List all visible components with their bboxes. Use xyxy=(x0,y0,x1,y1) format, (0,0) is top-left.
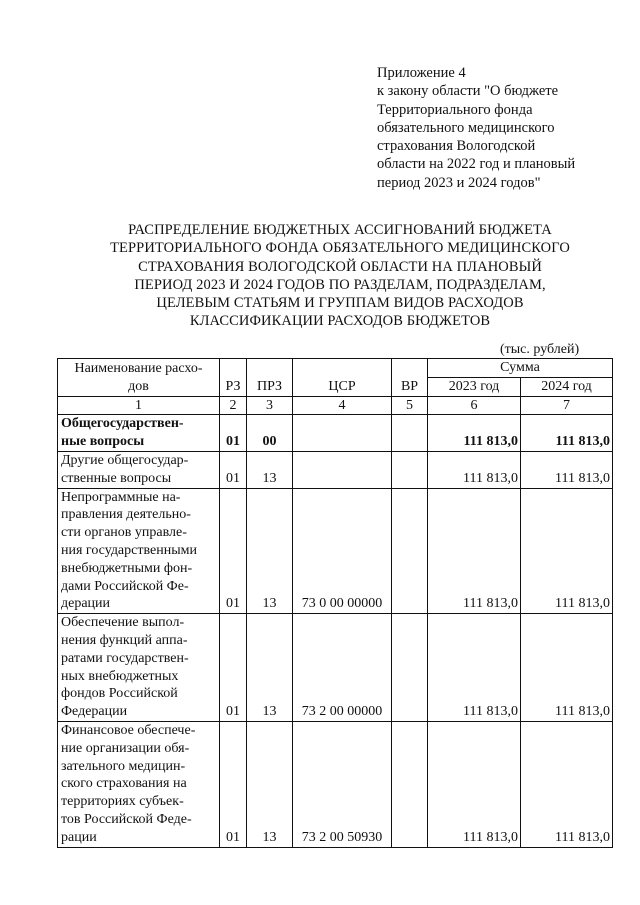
column-number: 4 xyxy=(293,396,392,415)
row-name: Другие общегосудар- ственные вопросы xyxy=(58,451,220,488)
title-line: ЦЕЛЕВЫМ СТАТЬЯМ И ГРУППАМ ВИДОВ РАСХОДОВ xyxy=(156,295,524,312)
row-sum-2023: 111 813,0 xyxy=(428,488,521,614)
row-sum-2024: 111 813,0 xyxy=(521,614,613,722)
row-vr xyxy=(392,451,428,488)
column-number: 2 xyxy=(220,396,247,415)
title-line: ТЕРРИТОРИАЛЬНОГО ФОНДА ОБЯЗАТЕЛЬНОГО МЕДИЦИНСКОГО xyxy=(110,240,570,257)
appendix-note xyxy=(377,64,607,192)
row-csr: 73 0 00 00000 xyxy=(293,488,392,614)
column-number: 6 xyxy=(428,396,521,415)
row-vr xyxy=(392,488,428,614)
table-row xyxy=(58,488,613,614)
row-vr xyxy=(392,614,428,722)
column-number: 3 xyxy=(247,396,293,415)
title-line: ПЕРИОД 2023 И 2024 ГОДОВ ПО РАЗДЕЛАМ, ПОДРАЗДЕЛАМ, xyxy=(134,276,546,293)
row-vr xyxy=(392,415,428,452)
row-rz: 01 xyxy=(220,451,247,488)
header-row xyxy=(58,359,613,378)
row-prz: 13 xyxy=(247,451,293,488)
column-number: 5 xyxy=(392,396,428,415)
header-2023: 2023 год xyxy=(428,377,521,396)
row-csr xyxy=(293,415,392,452)
header-sum: Сумма xyxy=(428,359,613,378)
column-number: 7 xyxy=(521,396,613,415)
row-sum-2023: 111 813,0 xyxy=(428,721,521,847)
header-name: Наименование расхо- дов xyxy=(58,359,220,397)
row-rz: 01 xyxy=(220,614,247,722)
units-label: (тыс. рублей) xyxy=(500,342,580,357)
header-2024: 2024 год xyxy=(521,377,613,396)
row-sum-2023: 111 813,0 xyxy=(428,614,521,722)
row-csr: 73 2 00 00000 xyxy=(293,614,392,722)
row-vr xyxy=(392,721,428,847)
row-prz: 13 xyxy=(247,488,293,614)
appendix-line: Приложение 4 xyxy=(377,65,466,81)
appendix-line: период 2023 и 2024 годов" xyxy=(377,174,541,191)
row-rz: 01 xyxy=(220,488,247,614)
header-vr: ВР xyxy=(392,359,428,397)
table-row xyxy=(58,451,613,488)
title-line: КЛАССИФИКАЦИИ РАСХОДОВ БЮДЖЕТОВ xyxy=(189,313,491,330)
row-name: Общегосударствен- ные вопросы xyxy=(58,415,220,452)
table-row xyxy=(58,721,613,847)
row-name: Непрограммные на- правления деятельно- сти органов управле- ния государственными внебюджетными фон- дами Российской Фе- дерации xyxy=(58,488,220,614)
row-sum-2023: 111 813,0 xyxy=(428,451,521,488)
row-sum-2024: 111 813,0 xyxy=(521,415,613,452)
row-rz: 01 xyxy=(220,721,247,847)
header-csr: ЦСР xyxy=(293,359,392,397)
appendix-line: к закону области "О бюджете xyxy=(377,83,559,100)
table-row xyxy=(58,614,613,722)
title-line: СТРАХОВАНИЯ ВОЛОГОДСКОЙ ОБЛАСТИ НА ПЛАНОВЫЙ xyxy=(138,258,542,275)
appendix-line: страхования Вологодской xyxy=(377,138,536,155)
row-prz: 13 xyxy=(247,614,293,722)
title-line: РАСПРЕДЕЛЕНИЕ БЮДЖЕТНЫХ АССИГНОВАНИЙ БЮДЖЕТА xyxy=(128,222,552,238)
header-prz: ПРЗ xyxy=(247,359,293,397)
row-csr xyxy=(293,451,392,488)
document-title xyxy=(60,221,620,331)
row-sum-2024: 111 813,0 xyxy=(521,488,613,614)
row-sum-2023: 111 813,0 xyxy=(428,415,521,452)
row-name: Обеспечение выпол- нения функций аппа- ратами государствен- ных внебюджетных фондов Российской Федерации xyxy=(58,614,220,722)
row-csr: 73 2 00 50930 xyxy=(293,721,392,847)
appendix-line: области на 2022 год и плановый xyxy=(377,156,576,173)
row-rz: 01 xyxy=(220,415,247,452)
column-number: 1 xyxy=(58,396,220,415)
row-sum-2024: 111 813,0 xyxy=(521,451,613,488)
row-sum-2024: 111 813,0 xyxy=(521,721,613,847)
appendix-line: обязательного медицинского xyxy=(377,119,555,136)
row-name: Финансовое обеспече- ние организации обя- зательного медицин- ского страхования на территориях субъек- тов Российской Феде- рации xyxy=(58,721,220,847)
column-number-row xyxy=(58,396,613,415)
row-prz: 13 xyxy=(247,721,293,847)
table-row xyxy=(58,415,613,452)
appendix-line: Территориального фонда xyxy=(377,101,533,118)
row-prz: 00 xyxy=(247,415,293,452)
header-rz: РЗ xyxy=(220,359,247,397)
budget-table xyxy=(57,358,613,848)
